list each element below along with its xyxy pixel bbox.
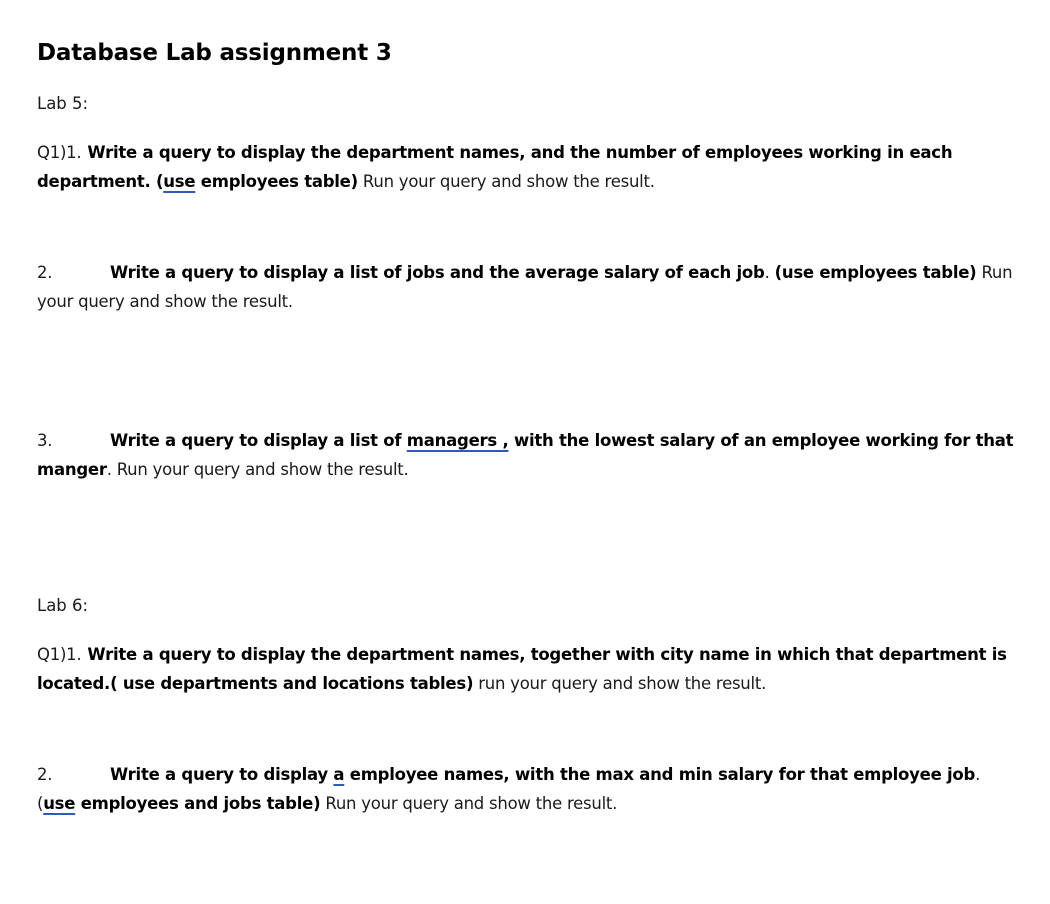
document-title: Database Lab assignment 3 [37, 40, 392, 66]
managers-link-word[interactable]: managers , [406, 431, 509, 450]
question-instruction: Run your query and show the result. [320, 794, 618, 813]
question-number: Q1)1. [37, 645, 82, 664]
question-text-bold: Write a query to display the department names, together with city name in which that department is located.( use departments and locations tables) [37, 645, 1007, 693]
lab5-question-3 [37, 426, 1022, 484]
question-number: Q1)1. [37, 143, 82, 162]
question-number: 2. [37, 263, 53, 282]
question-text-bold: with the lowest salary of an employee working for that manger [37, 431, 1014, 479]
lab6-heading: Lab 6: [37, 596, 89, 615]
lab5-question-1 [37, 138, 1022, 196]
question-text-bold: employees and jobs table) [75, 794, 321, 813]
a-link-word[interactable]: a [333, 765, 345, 784]
question-text-bold: employee names, with the max and min salary for that employee job [344, 765, 976, 784]
question-text-bold: Write a query to display [110, 765, 334, 784]
question-text-bold: Write a query to display a list of [110, 431, 407, 450]
lab5-question-2 [37, 258, 1022, 316]
question-instruction: Run your query and show the result. [37, 263, 1013, 311]
question-text-bold: Write a query to display a list of jobs and the average salary of each job [110, 263, 765, 282]
use-link-word[interactable]: use [163, 172, 196, 191]
lab6-question-2 [37, 760, 1022, 818]
use-link-word[interactable]: use [43, 794, 76, 813]
question-text-bold: (use employees table) [774, 263, 977, 282]
question-instruction: run your query and show the result. [473, 674, 767, 693]
question-punctuation: . [764, 263, 775, 282]
question-number: 2. [37, 765, 53, 784]
question-instruction: Run your query and show the result. [357, 172, 655, 191]
question-text-bold: Write a query to display the department names, and the number of employees working in each department. ( [37, 143, 953, 191]
question-number: 3. [37, 431, 53, 450]
lab5-heading: Lab 5: [37, 94, 89, 113]
question-instruction: . Run your query and show the result. [106, 460, 409, 479]
lab6-question-1 [37, 640, 1022, 698]
question-punctuation: . ( [37, 765, 981, 813]
question-text-bold: employees table) [195, 172, 358, 191]
